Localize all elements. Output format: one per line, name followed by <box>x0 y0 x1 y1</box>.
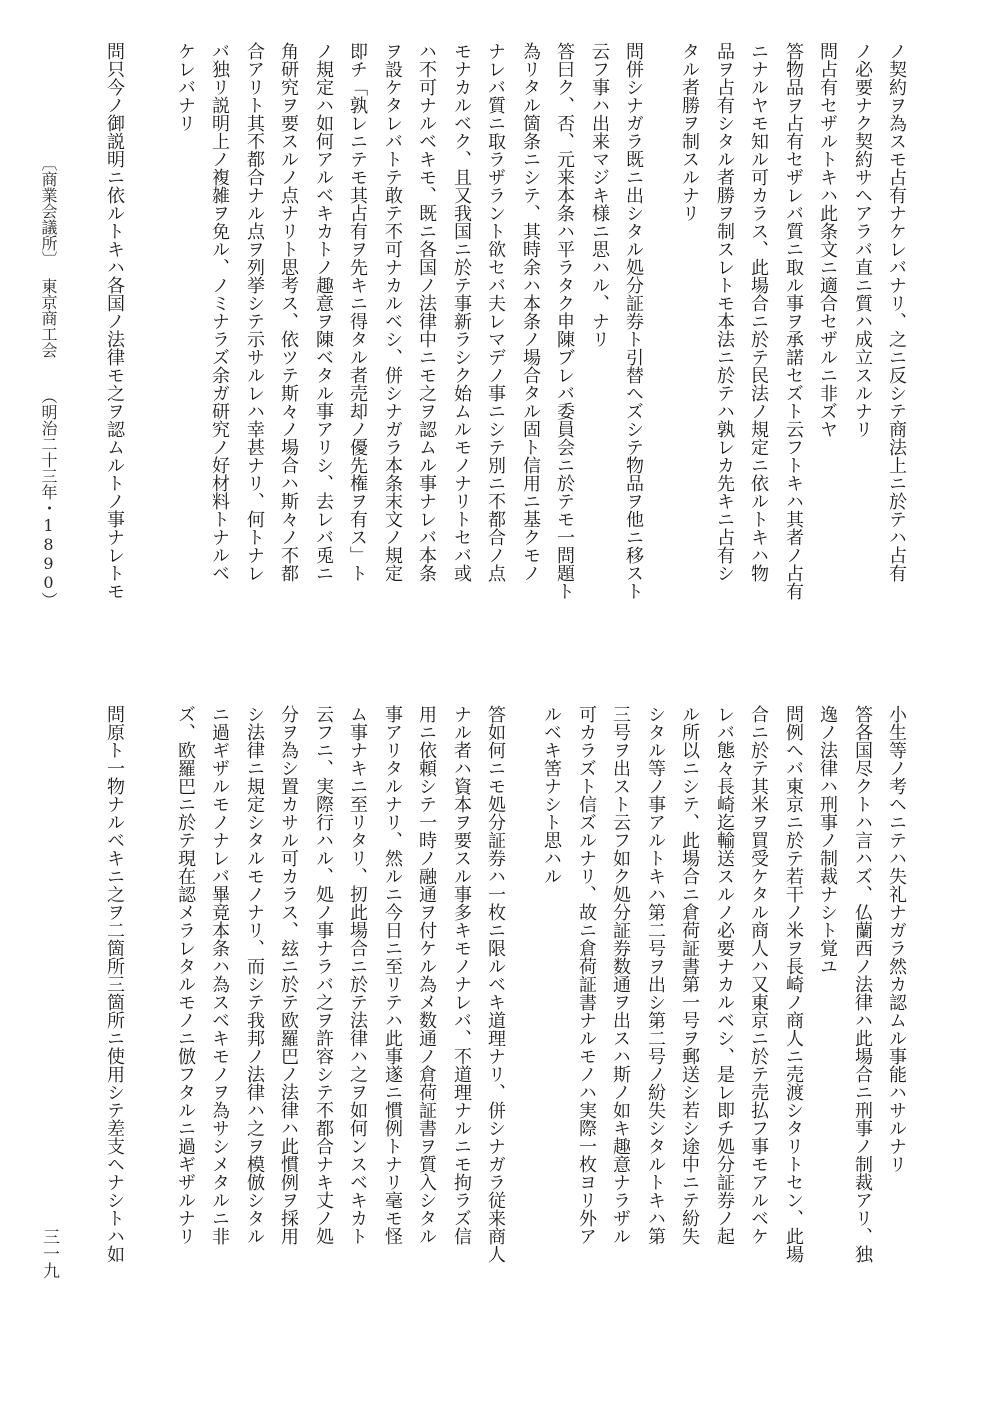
footer-source: 〔商業会議所〕 <box>39 155 58 267</box>
text-column: 答如何ニモ処分証券ハ一枚ニ限ルベキ道理ナリ、併シナガラ従来商人 <box>485 705 506 1263</box>
text-column: 逸ノ法律ハ刑事ノ制裁ナシト覚ユ <box>817 705 838 975</box>
text-column: 云フ事ハ出来マジキ様ニ思ハル、ナリ <box>589 42 610 348</box>
text-column: 問占有セザルトキハ此条文ニ適合セザルニ非ズヤ <box>817 42 838 438</box>
page-number: 三一九 <box>39 1228 59 1279</box>
text-column: ニナルヤモ知ル可カラス、此場合ニ於テ民法ノ規定ニ依ルトキハ物 <box>748 42 769 582</box>
text-column: ヲ設ケタレバトテ敢テ不可ナカルベシ、併シナガラ本条末文ノ規定 <box>382 42 403 582</box>
text-column: ル所以ニシテ、此場合ニ倉荷証書第一号ヲ郵送シ若シ途中ニテ紛失 <box>679 705 700 1245</box>
text-column: 分ヲ為シ置カサル可カラス、玆ニ於テ欧羅巴ノ法律ハ此慣例ヲ採用 <box>278 705 299 1245</box>
text-column: ズ、欧羅巴ニ於テ現在認メラレタルモノニ倣フタルニ過ギザルナリ <box>175 705 196 1245</box>
text-column: ノ規定ハ如何アルベキカトノ趣意ヲ陳ベタル事アリシ、去レバ兎ニ <box>313 42 334 582</box>
text-column: ム事ナキニ至リタリ、扨此場合ニ於テ法律ハ之ヲ如何ンスベキカト <box>347 705 368 1245</box>
text-column: ナレバ質ニ取ラザラント欲セバ夫レマデノ事ニシテ別ニ不都合ノ点 <box>485 42 506 582</box>
text-column: 問只今ノ御説明ニ依ルトキハ各国ノ法律モ之ヲ認ムルトノ事ナレトモ <box>104 42 125 600</box>
footer-date: （明治二十三年・1890） <box>39 388 58 608</box>
text-column: ノ契約ヲ為スモ占有ナケレバナリ、之ニ反シテ商法上ニ於テハ占有 <box>886 42 907 582</box>
text-column: ケレバナリ <box>175 42 196 132</box>
text-column: 問原ト一物ナルベキニ之ヲ二箇所三箇所ニ使用シテ差支ヘナシトハ如 <box>104 705 125 1263</box>
text-column: ナル者ハ資本ヲ要スル事多キモノナレバ、不道理ナルニモ拘ラズ信 <box>451 705 472 1245</box>
text-column: 為リタル箇条ニシテ、其時余ハ本条ノ場合タル固ト信用ニ基クモノ <box>520 42 541 582</box>
text-column: 合アリト其不都合ナル点ヲ列挙シテ示サルレハ幸甚ナリ、何トナレ <box>244 42 265 582</box>
text-column: シ法律ニ規定シタルモノナリ、而シテ我邦ノ法律ハ之ヲ模倣シタル <box>244 705 265 1245</box>
text-column: 品ヲ占有シタル者勝ヲ制スレトモ本法ニ於テハ孰レカ先キニ占有シ <box>714 42 735 582</box>
text-column: 問例ヘバ東京ニ於テ若干ノ米ヲ長崎ノ商人ニ売渡シタリトセン、此場 <box>783 705 804 1263</box>
text-column: バ独リ説明上ノ複雑ヲ免ル、ノミナラズ余ガ研究ノ好材料トナルベ <box>209 42 230 582</box>
text-column: タル者勝ヲ制スルナリ <box>679 42 700 222</box>
text-column: 答物品ヲ占有セザレバ質ニ取ル事ヲ承諾セズト云フトキハ其者ノ占有 <box>783 42 804 600</box>
text-column: ルベキ筈ナシト思ハル <box>541 705 562 885</box>
text-column: ニ過ギザルモノナレバ畢竟本条ハ為スベキモノヲ為サシメタルニ非 <box>209 705 230 1245</box>
text-column: 答各国尽クトハ言ハズ、仏蘭西ノ法律ハ此場合ニ刑事ノ制裁アリ、独 <box>852 705 873 1263</box>
text-column: 問併シナガラ既ニ出シタル処分証券ト引替ヘズシテ物品ヲ他ニ移スト <box>623 42 644 600</box>
text-column: 用ニ依頼シテ一時ノ融通ヲ付ケル為メ数通ノ倉荷証書ヲ質入シタル <box>416 705 437 1245</box>
text-column: レバ態々長崎迄輸送スルノ必要ナカルベシ、是レ即チ処分証券ノ起 <box>714 705 735 1245</box>
text-column: ハ不可ナルベキモ、既ニ各国ノ法律中ニモ之ヲ認ムル事ナレバ本条 <box>416 42 437 582</box>
text-column: 合ニ於テ其米ヲ買受ケタル商人ハ又東京ニ於テ売払フ事モアルベケ <box>748 705 769 1245</box>
text-column: 即チ「孰レニテモ其占有ヲ先キニ得タル者売却ノ優先権ヲ有ス」ト <box>347 42 368 582</box>
text-column: 三号ヲ出スト云フ如ク処分証券数通ヲ出スハ斯ノ如キ趣意ナラザル <box>610 705 631 1245</box>
footer-org: 東京商工会 <box>39 278 58 358</box>
text-column: 答曰ク、否、元来本条ハ平ラタク申陳ブレバ委員会ニ於テモ一問題ト <box>554 42 575 600</box>
text-column: シタル等ノ事アルトキハ第二号ヲ出シ第二号ノ紛失シタルトキハ第 <box>645 705 666 1245</box>
text-column: 小生等ノ考ヘニテハ失礼ナガラ然カ認ムル事能ハサルナリ <box>886 705 907 1173</box>
text-column: 角研究ヲ要スルノ点ナリト思考ス、依ツテ斯々ノ場合ハ斯々ノ不都 <box>278 42 299 582</box>
text-column: モナカルベク、且又我国ニ於テ事新ラシク始ムルモノナリトセバ或 <box>451 42 472 582</box>
text-column: 事アリタルナリ、然ルニ今日ニ至リテハ此事遂ニ慣例トナリ毫モ怪 <box>382 705 403 1245</box>
text-column: 云フニ、実際行ハル、処ノ事ナラバ之ヲ許容シテ不都合ナキ丈ノ処 <box>313 705 334 1245</box>
text-column: 可カラズト信ズルナリ、故ニ倉荷証書ナルモノハ実際一枚ヨリ外ア <box>576 705 597 1245</box>
text-column: ノ必要ナク契約サヘアラバ直ニ質ハ成立スルナリ <box>852 42 873 438</box>
